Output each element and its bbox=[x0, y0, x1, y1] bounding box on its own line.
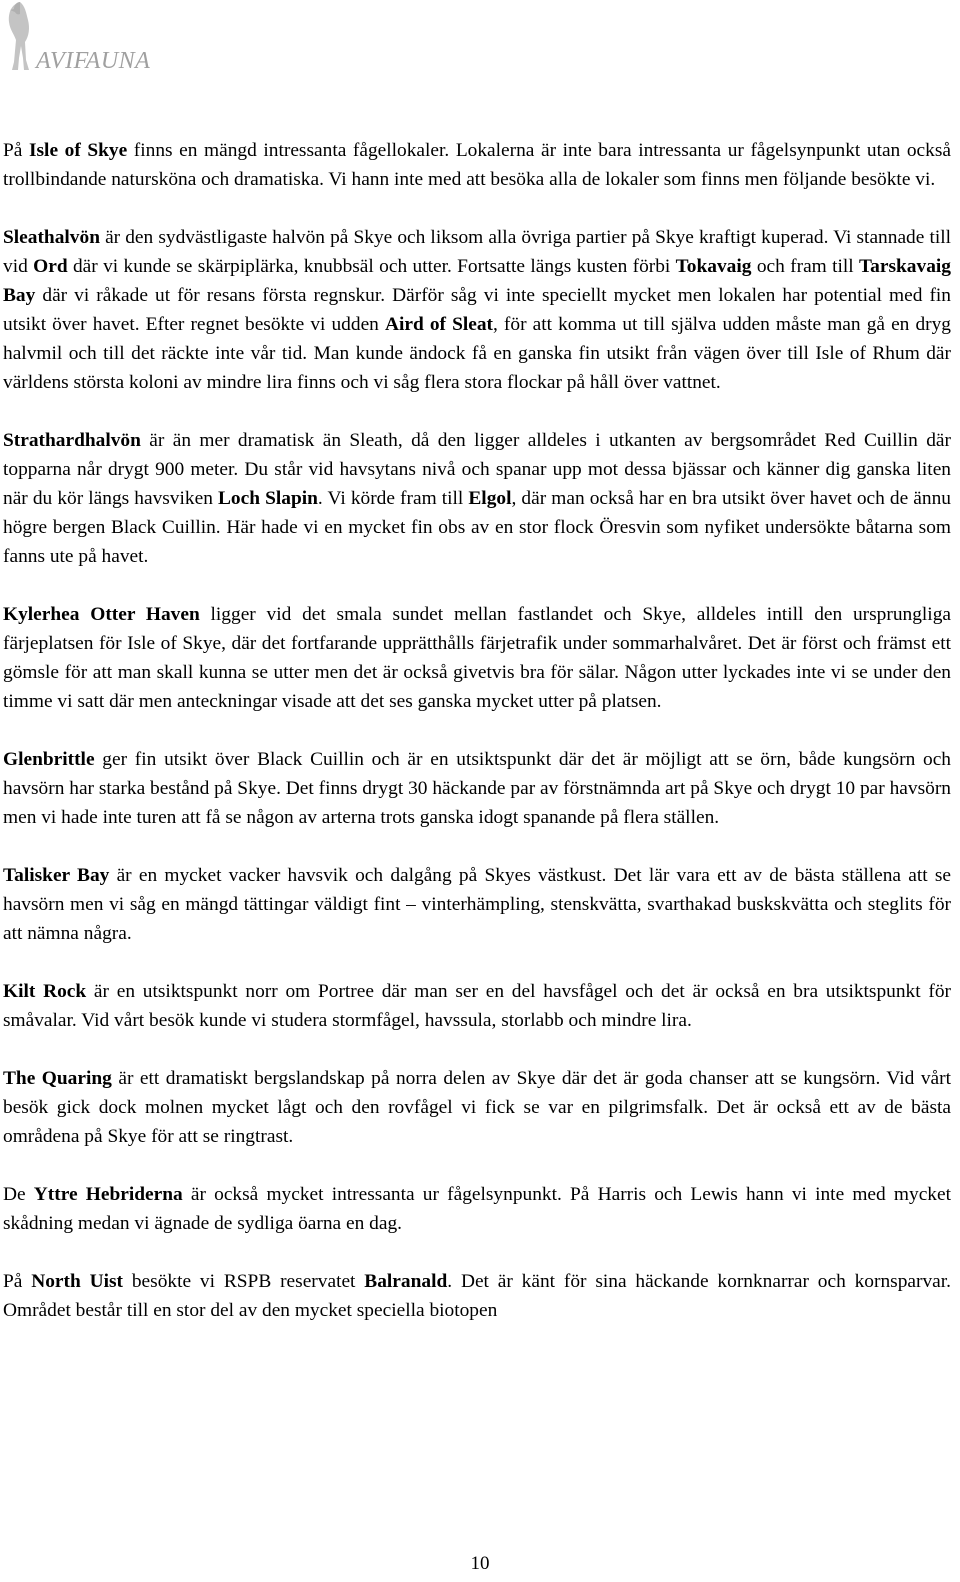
paragraph bbox=[3, 745, 951, 832]
paragraph-text: och fram till bbox=[751, 256, 860, 277]
logo-text: AVIFAUNA bbox=[36, 48, 151, 74]
paragraph-text: . Det är känt för sina häckande kornknarrar och kornsparvar. Området består till en stor del av den mycket speciella biotopen bbox=[3, 1271, 951, 1321]
paragraph-text: är en utsiktspunkt norr om Portree där man ser en del havsfågel och det är också en bra utsiktspunkt för småvalar. Vid vårt besök kunde vi studera stormfågel, havssula, storlabb och mindre lira. bbox=[3, 981, 951, 1031]
paragraph-text: är också mycket intressanta ur fågelsynpunkt. På Harris och Lewis hann vi inte med mycket skådning medan vi ägnade de sydliga öarna en dag. bbox=[3, 1184, 951, 1234]
location-name: Loch Slapin bbox=[217, 488, 318, 509]
location-name: Elgol bbox=[468, 488, 512, 509]
paragraph-text: ligger vid det smala sundet mellan fastlandet och Skye, alldeles intill den ursprungliga färjeplatsen för Isle of Skye, där det fortfarande upprätthålls färjetrafik under sommarhalvåret. Det är först och främst ett gömsle för att man skall kunna se utter men det är också givetvis bra för sälar. Någon utter lyckades inte vi se under den timme vi satt där men anteckningar visade att det ses ganska mycket utter på platsen. bbox=[3, 604, 951, 712]
paragraph-text: På bbox=[3, 1271, 32, 1292]
paragraph-text: De bbox=[3, 1184, 34, 1205]
location-name: Isle of Skye bbox=[28, 140, 128, 161]
paragraph bbox=[3, 136, 951, 194]
paragraph bbox=[3, 861, 951, 948]
paragraph-text: . Vi körde fram till bbox=[317, 488, 469, 509]
location-name: Kylerhea Otter Haven bbox=[3, 604, 200, 625]
location-name: The Quaring bbox=[3, 1068, 112, 1089]
location-name: Kilt Rock bbox=[3, 981, 87, 1002]
paragraph-text: är ett dramatiskt bergslandskap på norra delen av Skye där det är goda chanser att se kungsörn. Vid vårt besök gick dock molnen mycket lågt och den rovfågel vi fick se var en pilgrimsfalk. Det är också ett av de bästa områdena på Skye för att se ringtrast. bbox=[3, 1068, 951, 1147]
location-name: Glenbrittle bbox=[3, 749, 95, 770]
paragraph bbox=[3, 1064, 951, 1151]
location-name: Tokavaig bbox=[675, 256, 752, 277]
paragraph-text: ger fin utsikt över Black Cuillin och är en utsiktspunkt där det är möjligt att se örn, både kungsörn och havsörn har starka bestånd på Skye. Det finns drygt 30 häckande par av förstnämnda art på Skye och drygt 10 par havsörn men vi hade inte turen att få se någon av arterna trots ganska idogt spanande på flera ställen. bbox=[3, 749, 951, 828]
paragraph-text: På bbox=[3, 140, 29, 161]
paragraph-text: är än mer dramatisk än Sleath, då den ligger alldeles i utkanten av bergsområdet Red Cuillin där topparna når drygt 900 meter. Du står vid havsytans nivå och spanar upp mot dessa bjässar och känner dig ganska liten när du kör längs havsviken bbox=[3, 430, 951, 509]
paragraph bbox=[3, 1267, 951, 1325]
paragraph-text: där vi kunde se skärpiplärka, knubbsäl och utter. Fortsatte längs kusten förbi bbox=[67, 256, 676, 277]
paragraph bbox=[3, 1180, 951, 1238]
paragraph-text: där vi råkade ut för resans första regnskur. Därför såg vi inte speciellt mycket men lokalen har potential med fin utsikt över havet. Efter regnet besökte vi udden bbox=[3, 285, 951, 335]
paragraph bbox=[3, 426, 951, 571]
paragraph-text: besökte vi RSPB reservatet bbox=[123, 1271, 365, 1292]
location-name: North Uist bbox=[31, 1271, 124, 1292]
article-body bbox=[3, 136, 951, 1354]
location-name: Aird of Sleat bbox=[384, 314, 493, 335]
location-name: Tarskavaig Bay bbox=[3, 256, 951, 306]
location-name: Strathardhalvön bbox=[3, 430, 141, 451]
paragraph bbox=[3, 223, 951, 397]
paragraph-text: finns en mängd intressanta fågellokaler. Lokalerna är inte bara intressanta ur fågelsynpunkt utan också trollbindande natursköna och dramatiska. Vi hann inte med att besöka alla de lokaler som finns men följande besökte vi. bbox=[3, 140, 951, 190]
location-name: Yttre Hebriderna bbox=[33, 1184, 183, 1205]
paragraph-text: , för att komma ut till själva udden måste man gå en dryg halvmil och till det räckte inte vår tid. Man kunde ändock få en ganska fin utsikt från vägen över till Isle of Rhum där världens största koloni av mindre lira finns och vi såg flera stora flockar på håll över vattnet. bbox=[3, 314, 952, 393]
location-name: Talisker Bay bbox=[3, 865, 110, 886]
location-name: Ord bbox=[33, 256, 68, 277]
paragraph bbox=[3, 977, 951, 1035]
location-name: Sleathalvön bbox=[3, 227, 100, 248]
paragraph-text: är en mycket vacker havsvik och dalgång på Skyes västkust. Det lär vara ett av de bästa ställena att se havsörn men vi såg en mängd tättingar väldigt fint – vinterhämpling, stenskvätta, svarthakad buskskvätta och steglits för att nämna några. bbox=[3, 865, 951, 944]
paragraph bbox=[3, 600, 951, 716]
paragraph-text: , där man också har en bra utsikt över havet och de ännu högre bergen Black Cuillin. Här hade vi en mycket fin obs av en stor flock Öresvin som nyfiket undersökte båtarna som fanns ute på havet. bbox=[3, 488, 951, 567]
paragraph-text: är den sydvästligaste halvön på Skye och liksom alla övriga partier på Skye kraftigt kuperad. Vi stannade till vid bbox=[3, 227, 951, 277]
page-number: 10 bbox=[470, 1553, 490, 1574]
avifauna-logo bbox=[2, 0, 182, 80]
location-name: Balranald bbox=[364, 1271, 448, 1292]
